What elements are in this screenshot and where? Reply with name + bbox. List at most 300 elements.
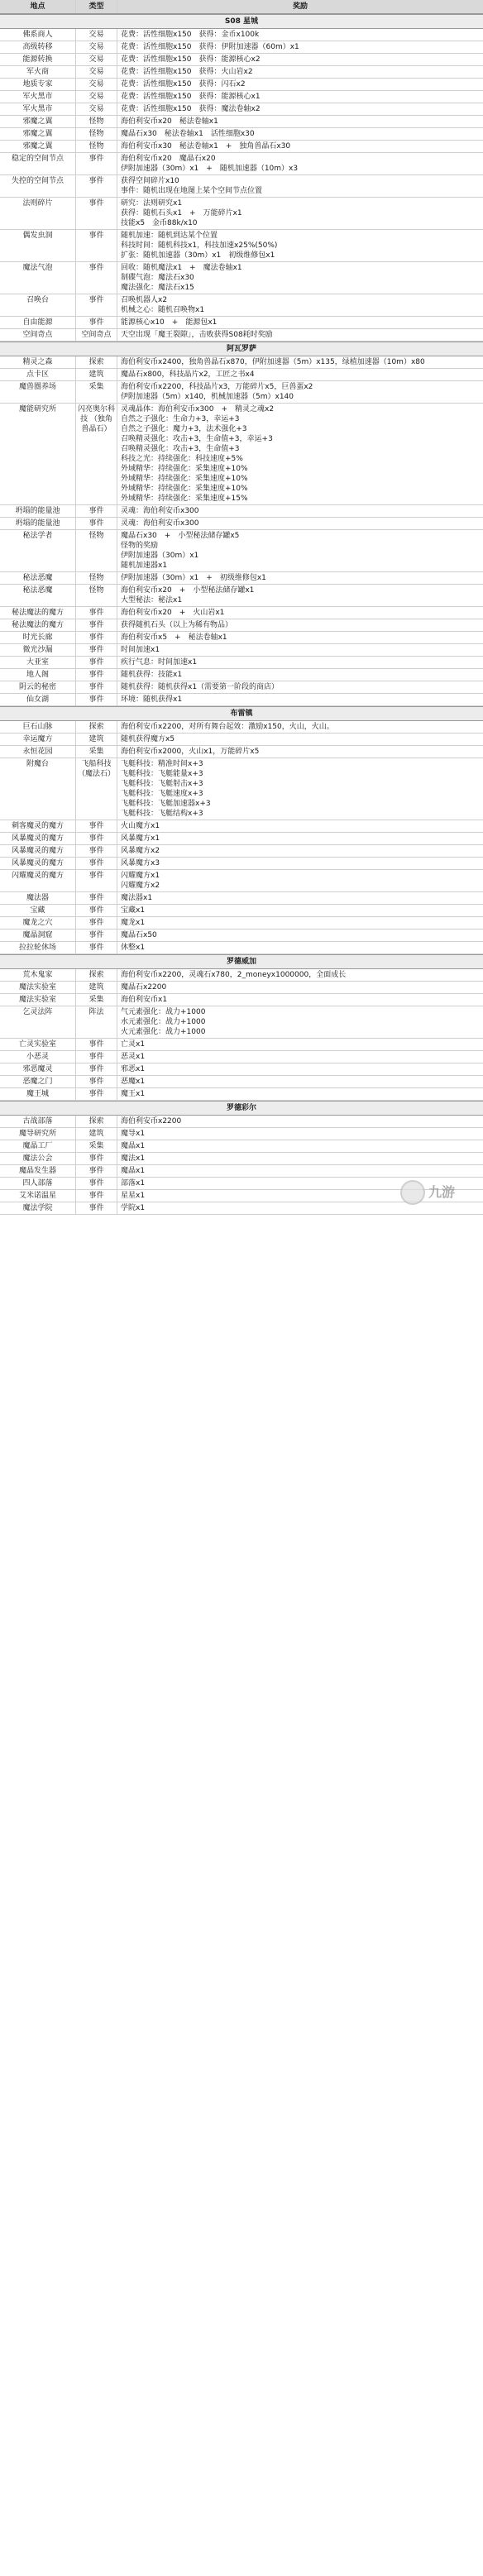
location-name: 魔晶工厂 — [0, 1140, 76, 1152]
location-name: 军火商 — [0, 66, 76, 78]
location-name: 艾米诺温星 — [0, 1190, 76, 1202]
reward-cell — [117, 758, 483, 820]
location-type: 事件 — [76, 694, 117, 705]
table-row — [0, 942, 483, 954]
reward-line: 大型秘法：秘法x1 — [121, 596, 183, 605]
location-name: 大亚室 — [0, 657, 76, 668]
table-row — [0, 1116, 483, 1128]
location-name: 邪魔之翼 — [0, 141, 76, 152]
reward-line: 学院x1 — [121, 1204, 146, 1212]
location-name: 地质专家 — [0, 79, 76, 90]
reward-cell — [117, 404, 483, 504]
location-name: 魔能研究所 — [0, 404, 76, 504]
reward-line: 海伯利安币x2200，对所有舞台起效：激励x150，火山，火山。 — [121, 723, 334, 731]
location-type: 事件 — [76, 198, 117, 229]
reward-cell — [117, 1165, 483, 1177]
location-name: 秘法魔法的魔方 — [0, 607, 76, 619]
table-row — [0, 1076, 483, 1088]
reward-cell — [117, 870, 483, 891]
reward-line: 花费：活性细胞x150 获得：金币x100k — [121, 31, 260, 39]
location-type: 事件 — [76, 892, 117, 904]
location-type: 怪物 — [76, 585, 117, 606]
location-name: 军火黑市 — [0, 91, 76, 103]
reward-line: 随机获得魔方x5 — [121, 735, 175, 743]
reward-line: 外域精华：持续强化：采集速度+10% — [121, 485, 248, 493]
section-title: 阿瓦罗萨 — [0, 342, 483, 356]
table-row — [0, 1165, 483, 1178]
table-row — [0, 994, 483, 1006]
header-col-name: 地点 — [0, 0, 76, 13]
reward-line: 星星x1 — [121, 1192, 146, 1200]
reward-line: 天空出现「魔王裂隙」，击败获得S08耗时奖励 — [121, 331, 273, 339]
section-title: S08 星城 — [0, 14, 483, 29]
location-type: 事件 — [76, 657, 117, 668]
reward-line: 魔龙x1 — [121, 919, 146, 927]
location-name: 失控的空间节点 — [0, 175, 76, 197]
reward-line: 水元素强化：战力+1000 — [121, 1018, 206, 1026]
reward-cell — [117, 657, 483, 668]
reward-cell — [117, 858, 483, 869]
location-type: 怪物 — [76, 116, 117, 127]
reward-cell — [117, 694, 483, 705]
table-row — [0, 632, 483, 644]
reward-cell — [117, 619, 483, 631]
reward-cell — [117, 41, 483, 53]
location-name: 拉拉轮休场 — [0, 942, 76, 953]
location-type: 交易 — [76, 91, 117, 103]
location-type: 事件 — [76, 845, 117, 857]
reward-cell — [117, 198, 483, 229]
table-row — [0, 820, 483, 833]
table-row — [0, 870, 483, 892]
header-col-type: 类型 — [76, 0, 117, 13]
reward-line: 海伯利安币x5 + 秘法卷轴x1 — [121, 633, 227, 642]
table-row — [0, 905, 483, 917]
table-row — [0, 356, 483, 369]
reward-cell — [117, 905, 483, 916]
location-type: 事件 — [76, 930, 117, 941]
location-type: 探索 — [76, 1116, 117, 1127]
reward-cell — [117, 79, 483, 90]
section-title: 罗德威加 — [0, 954, 483, 969]
location-type: 怪物 — [76, 572, 117, 584]
table-row — [0, 1006, 483, 1039]
reward-line: 自然之子强化：生命力+3，幸运+3 — [121, 415, 240, 423]
location-name: 魔王城 — [0, 1088, 76, 1100]
table-row — [0, 294, 483, 317]
table-row — [0, 116, 483, 128]
table-row — [0, 530, 483, 572]
reward-line: 外域精华：持续强化：采集速度+10% — [121, 475, 248, 483]
section-title: 罗德彩尔 — [0, 1101, 483, 1116]
table-row — [0, 381, 483, 404]
reward-line: 扩张：随机加速器（30m）x1 初级维修包x1 — [121, 251, 275, 260]
location-name: 坍塌的能量池 — [0, 505, 76, 517]
location-type: 空间奇点 — [76, 329, 117, 341]
reward-line: 飞艇科技：飞艇射击x+3 — [121, 780, 203, 788]
table-row — [0, 369, 483, 381]
reward-line: 回收：随机魔法x1 + 魔法卷轴x1 — [121, 264, 242, 272]
location-type: 怪物 — [76, 141, 117, 152]
reward-cell — [117, 91, 483, 103]
reward-cell — [117, 982, 483, 993]
reward-line: 科技时间：随机科技x1，科技加速x25%(50%) — [121, 241, 278, 250]
reward-cell — [117, 607, 483, 619]
location-type: 建筑 — [76, 982, 117, 993]
reward-cell — [117, 175, 483, 197]
reward-cell — [117, 128, 483, 140]
reward-line: 飞艇科技：飞艇速度x+3 — [121, 790, 203, 798]
reward-line: 召唤机器人x2 — [121, 296, 168, 304]
location-type: 事件 — [76, 1063, 117, 1075]
reward-cell — [117, 1153, 483, 1164]
location-type: 飞船科技 （魔法石） — [76, 758, 117, 820]
reward-cell — [117, 969, 483, 981]
table-row — [0, 141, 483, 153]
location-name: 时光长廊 — [0, 632, 76, 643]
table-row — [0, 54, 483, 66]
reward-line: 怪物的奖励 — [121, 542, 159, 550]
table-row — [0, 746, 483, 758]
table-row — [0, 607, 483, 619]
location-name: 魔法学院 — [0, 1202, 76, 1214]
reward-cell — [117, 29, 483, 41]
reward-cell — [117, 153, 483, 174]
reward-line: 获得：随机石头x1 + 万能碎片x1 — [121, 209, 242, 217]
reward-line: 灵魂：海伯利安币x300 — [121, 507, 199, 515]
reward-line: 伊附加速器（30m）x1 + 随机加速器（10m）x3 — [121, 165, 299, 173]
location-name: 小恶灵 — [0, 1051, 76, 1063]
reward-cell — [117, 329, 483, 341]
table-row — [0, 930, 483, 942]
reward-cell — [117, 1116, 483, 1127]
reward-line: 海伯利安币x1 — [121, 996, 168, 1004]
location-type: 怪物 — [76, 128, 117, 140]
location-type: 事件 — [76, 1202, 117, 1214]
location-type: 事件 — [76, 833, 117, 844]
reward-line: 魔晶石x2200 — [121, 983, 167, 992]
reward-line: 花费：活性细胞x150 获得：能源核心x1 — [121, 93, 261, 101]
reward-cell — [117, 141, 483, 152]
reward-cell — [117, 1140, 483, 1152]
table-row — [0, 669, 483, 681]
location-type: 事件 — [76, 870, 117, 891]
table-row — [0, 982, 483, 994]
table-row — [0, 969, 483, 982]
table-row — [0, 721, 483, 734]
reward-cell — [117, 116, 483, 127]
reward-line: 亡灵x1 — [121, 1040, 146, 1049]
reward-line: 宝藏x1 — [121, 906, 146, 915]
location-type: 事件 — [76, 905, 117, 916]
reward-line: 闪耀魔方x2 — [121, 882, 160, 890]
reward-line: 随机获得：技能x1 — [121, 671, 183, 679]
location-name: 附魔台 — [0, 758, 76, 820]
reward-line: 海伯利安币x2200，科技晶片x3，万能碎片x5，巨兽蛋x2 — [121, 383, 313, 391]
reward-line: 魔法器x1 — [121, 894, 153, 902]
location-type: 事件 — [76, 644, 117, 656]
table-row — [0, 644, 483, 657]
location-type: 探索 — [76, 356, 117, 368]
location-type: 事件 — [76, 942, 117, 953]
reward-line: 魔晶石x50 — [121, 931, 157, 939]
reward-line: 花费：活性细胞x150 获得：火山岩x2 — [121, 68, 253, 76]
section-title: 布雷镇 — [0, 706, 483, 721]
table-row — [0, 41, 483, 54]
reward-line: 风暴魔方x2 — [121, 847, 160, 855]
location-type: 事件 — [76, 1178, 117, 1189]
reward-line: 召唤精灵强化：攻击+3，生命值+3 — [121, 445, 240, 453]
reward-line: 时间加速x1 — [121, 646, 160, 654]
reward-line: 魔导x1 — [121, 1130, 146, 1138]
reward-cell — [117, 917, 483, 929]
reward-line: 随机获得：随机获得x1（需要第一阶段的商店） — [121, 683, 280, 691]
reward-line: 海伯利安币x2200，灵魂石x780，2_moneyx1000000，全面成长 — [121, 971, 347, 979]
reward-cell — [117, 892, 483, 904]
reward-line: 海伯利安币x2400，独角兽晶石x870，伊附加速器（5m）x135，绿植加速器（10m）x80 — [121, 358, 425, 366]
location-type: 事件 — [76, 632, 117, 643]
page — [0, 0, 483, 1215]
reward-line: 飞艇科技：飞艇加速器x+3 — [121, 800, 211, 808]
reward-line: 魔王x1 — [121, 1090, 146, 1098]
watermark-text: 九游 — [428, 1184, 456, 1200]
location-type: 事件 — [76, 1153, 117, 1164]
location-name: 地人阁 — [0, 669, 76, 681]
table-row — [0, 858, 483, 870]
table-row — [0, 505, 483, 518]
table-row — [0, 734, 483, 746]
table-row — [0, 657, 483, 669]
table-row — [0, 694, 483, 706]
table-row — [0, 79, 483, 91]
location-type: 建筑 — [76, 369, 117, 380]
location-type: 事件 — [76, 1039, 117, 1050]
reward-cell — [117, 994, 483, 1006]
reward-cell — [117, 845, 483, 857]
location-type: 事件 — [76, 294, 117, 316]
reward-line: 飞艇科技：飞艇结构x+3 — [121, 810, 203, 818]
reward-cell — [117, 262, 483, 294]
reward-cell — [117, 746, 483, 758]
reward-line: 魔晶x1 — [121, 1142, 146, 1150]
reward-line: 海伯利安币x2000，火山x1，万能碎片x5 — [121, 748, 260, 756]
table-row — [0, 230, 483, 262]
location-name: 秘法恶魔 — [0, 585, 76, 606]
reward-cell — [117, 833, 483, 844]
table-row — [0, 103, 483, 116]
reward-line: 魔晶石x30 秘法卷轴x1 活性细胞x30 — [121, 130, 255, 138]
table-row — [0, 404, 483, 505]
table-row — [0, 317, 483, 329]
reward-line: 火元素强化：战力+1000 — [121, 1028, 206, 1036]
location-type: 交易 — [76, 41, 117, 53]
reward-cell — [117, 820, 483, 832]
table-row — [0, 833, 483, 845]
location-type: 事件 — [76, 262, 117, 294]
reward-cell — [117, 1088, 483, 1100]
table-row — [0, 91, 483, 103]
reward-line: 研究：法则研究x1 — [121, 199, 183, 208]
reward-cell — [117, 681, 483, 693]
reward-cell — [117, 356, 483, 368]
location-name: 魔法实验室 — [0, 982, 76, 993]
location-type: 事件 — [76, 820, 117, 832]
reward-line: 海伯利安币x20 + 火山岩x1 — [121, 609, 225, 617]
location-type: 事件 — [76, 607, 117, 619]
reward-line: 邪恶x1 — [121, 1065, 146, 1073]
location-type: 交易 — [76, 54, 117, 65]
location-type: 事件 — [76, 505, 117, 517]
reward-line: 魔法强化：魔法石x15 — [121, 284, 194, 292]
reward-line: 休整x1 — [121, 944, 146, 952]
location-type: 事件 — [76, 1088, 117, 1100]
location-name: 邪魔之翼 — [0, 128, 76, 140]
table-row — [0, 128, 483, 141]
table-row — [0, 329, 483, 342]
reward-line: 花费：活性细胞x150 获得：魔法卷轴x2 — [121, 105, 261, 113]
reward-line: 海伯利安币x20 + 小型秘法储存罐x1 — [121, 586, 255, 595]
location-name: 亡灵实验室 — [0, 1039, 76, 1050]
location-name: 魔晶洞窟 — [0, 930, 76, 941]
reward-cell — [117, 1076, 483, 1087]
table-row — [0, 681, 483, 694]
table-row — [0, 1039, 483, 1051]
reward-line: 疾行气息：时间加速x1 — [121, 658, 198, 667]
table-row — [0, 892, 483, 905]
location-name: 刺客魔灵的魔方 — [0, 820, 76, 832]
location-name: 偶发虫洞 — [0, 230, 76, 261]
reward-line: 灵魂晶体：海伯利安币x300 + 精灵之魂x2 — [121, 405, 275, 413]
location-type: 采集 — [76, 746, 117, 758]
reward-cell — [117, 1039, 483, 1050]
location-name: 风暴魔灵的魔方 — [0, 845, 76, 857]
reward-cell — [117, 230, 483, 261]
reward-line: 随机加速器x1 — [121, 562, 168, 570]
location-name: 魔晶发生器 — [0, 1165, 76, 1177]
reward-cell — [117, 1128, 483, 1140]
location-name: 坍塌的能量池 — [0, 518, 76, 529]
reward-cell — [117, 317, 483, 328]
reward-line: 获得随机石头（以上为稀有物品） — [121, 621, 233, 629]
location-name: 秘法学者 — [0, 530, 76, 571]
location-name: 魔法气泡 — [0, 262, 76, 294]
reward-line: 飞艇科技：飞艇能量x+3 — [121, 770, 203, 778]
location-type: 阵法 — [76, 1006, 117, 1038]
table-row — [0, 917, 483, 930]
location-type: 事件 — [76, 317, 117, 328]
reward-line: 恶灵x1 — [121, 1053, 146, 1061]
location-type: 探索 — [76, 969, 117, 981]
reward-line: 恶魔x1 — [121, 1078, 146, 1086]
location-name: 仙女湖 — [0, 694, 76, 705]
table-row — [0, 175, 483, 198]
location-type: 事件 — [76, 518, 117, 529]
location-type: 采集 — [76, 994, 117, 1006]
location-name: 永恒花园 — [0, 746, 76, 758]
table-row — [0, 1063, 483, 1076]
location-type: 事件 — [76, 681, 117, 693]
reward-cell — [117, 294, 483, 316]
reward-line: 伊附加速器（30m）x1 — [121, 552, 199, 560]
location-name: 恶魔之门 — [0, 1076, 76, 1087]
location-name: 魔龙之穴 — [0, 917, 76, 929]
table-row — [0, 1088, 483, 1101]
location-type: 探索 — [76, 721, 117, 733]
reward-line: 魔晶石x30 + 小型秘法储存罐x5 — [121, 532, 240, 540]
sections-container — [0, 14, 483, 1215]
location-type: 交易 — [76, 79, 117, 90]
location-name: 佛系商人 — [0, 29, 76, 41]
watermark — [400, 1178, 475, 1207]
reward-cell — [117, 930, 483, 941]
reward-line: 魔晶x1 — [121, 1167, 146, 1175]
location-type: 事件 — [76, 917, 117, 929]
watermark-logo-icon — [400, 1180, 425, 1205]
table-row — [0, 619, 483, 632]
reward-line: 闪耀魔方x1 — [121, 872, 160, 880]
reward-line: 伊附加速器（30m）x1 + 初级维修包x1 — [121, 574, 266, 582]
reward-line: 能源核心x10 + 能源包x1 — [121, 318, 218, 327]
location-name: 荒木鬼家 — [0, 969, 76, 981]
location-name: 邪恶魔灵 — [0, 1063, 76, 1075]
location-type: 事件 — [76, 175, 117, 197]
reward-line: 获得空间碎片x10 — [121, 177, 179, 185]
table-row — [0, 1140, 483, 1153]
table-row — [0, 518, 483, 530]
table-row — [0, 572, 483, 585]
reward-line: 海伯利安币x30 秘法卷轴x1 + 独角兽晶石x30 — [121, 142, 291, 151]
reward-cell — [117, 54, 483, 65]
location-name: 法则碎片 — [0, 198, 76, 229]
reward-line: 花费：活性细胞x150 获得：闪石x2 — [121, 80, 246, 88]
reward-line: 机械之心：随机召唤物x1 — [121, 306, 205, 314]
location-name: 点卡区 — [0, 369, 76, 380]
reward-cell — [117, 103, 483, 115]
reward-cell — [117, 585, 483, 606]
reward-line: 事件：随机出现在地图上某个空间节点位置 — [121, 187, 263, 195]
reward-cell — [117, 66, 483, 78]
reward-line: 飞艇科技：精准时间x+3 — [121, 760, 203, 768]
table-row — [0, 153, 483, 175]
location-name: 宝藏 — [0, 905, 76, 916]
reward-line: 科技之光：持续强化：科技速度+5% — [121, 455, 243, 463]
location-name: 军火黑市 — [0, 103, 76, 115]
location-type: 事件 — [76, 858, 117, 869]
location-type: 事件 — [76, 230, 117, 261]
location-name: 风暴魔灵的魔方 — [0, 833, 76, 844]
location-type: 事件 — [76, 619, 117, 631]
reward-line: 自然之子强化：魔力+3，法术强化+3 — [121, 425, 247, 433]
reward-line: 技能x5 金币88k/x10 — [121, 219, 198, 227]
reward-cell — [117, 369, 483, 380]
location-type: 建筑 — [76, 1128, 117, 1140]
reward-line: 召唤精灵强化：攻击+3，生命值+3，幸运+3 — [121, 435, 273, 443]
location-name: 阴云的秘密 — [0, 681, 76, 693]
location-type: 采集 — [76, 1140, 117, 1152]
reward-cell — [117, 942, 483, 953]
location-name: 魔导研究所 — [0, 1128, 76, 1140]
table-row — [0, 29, 483, 41]
reward-line: 风暴魔方x3 — [121, 859, 160, 867]
location-name: 召唤台 — [0, 294, 76, 316]
location-type: 事件 — [76, 1051, 117, 1063]
location-name: 四人部落 — [0, 1178, 76, 1189]
location-name: 邪魔之翼 — [0, 116, 76, 127]
reward-cell — [117, 572, 483, 584]
table-row — [0, 66, 483, 79]
reward-line: 海伯利安币x2200 — [121, 1117, 182, 1126]
location-name: 古战部落 — [0, 1116, 76, 1127]
